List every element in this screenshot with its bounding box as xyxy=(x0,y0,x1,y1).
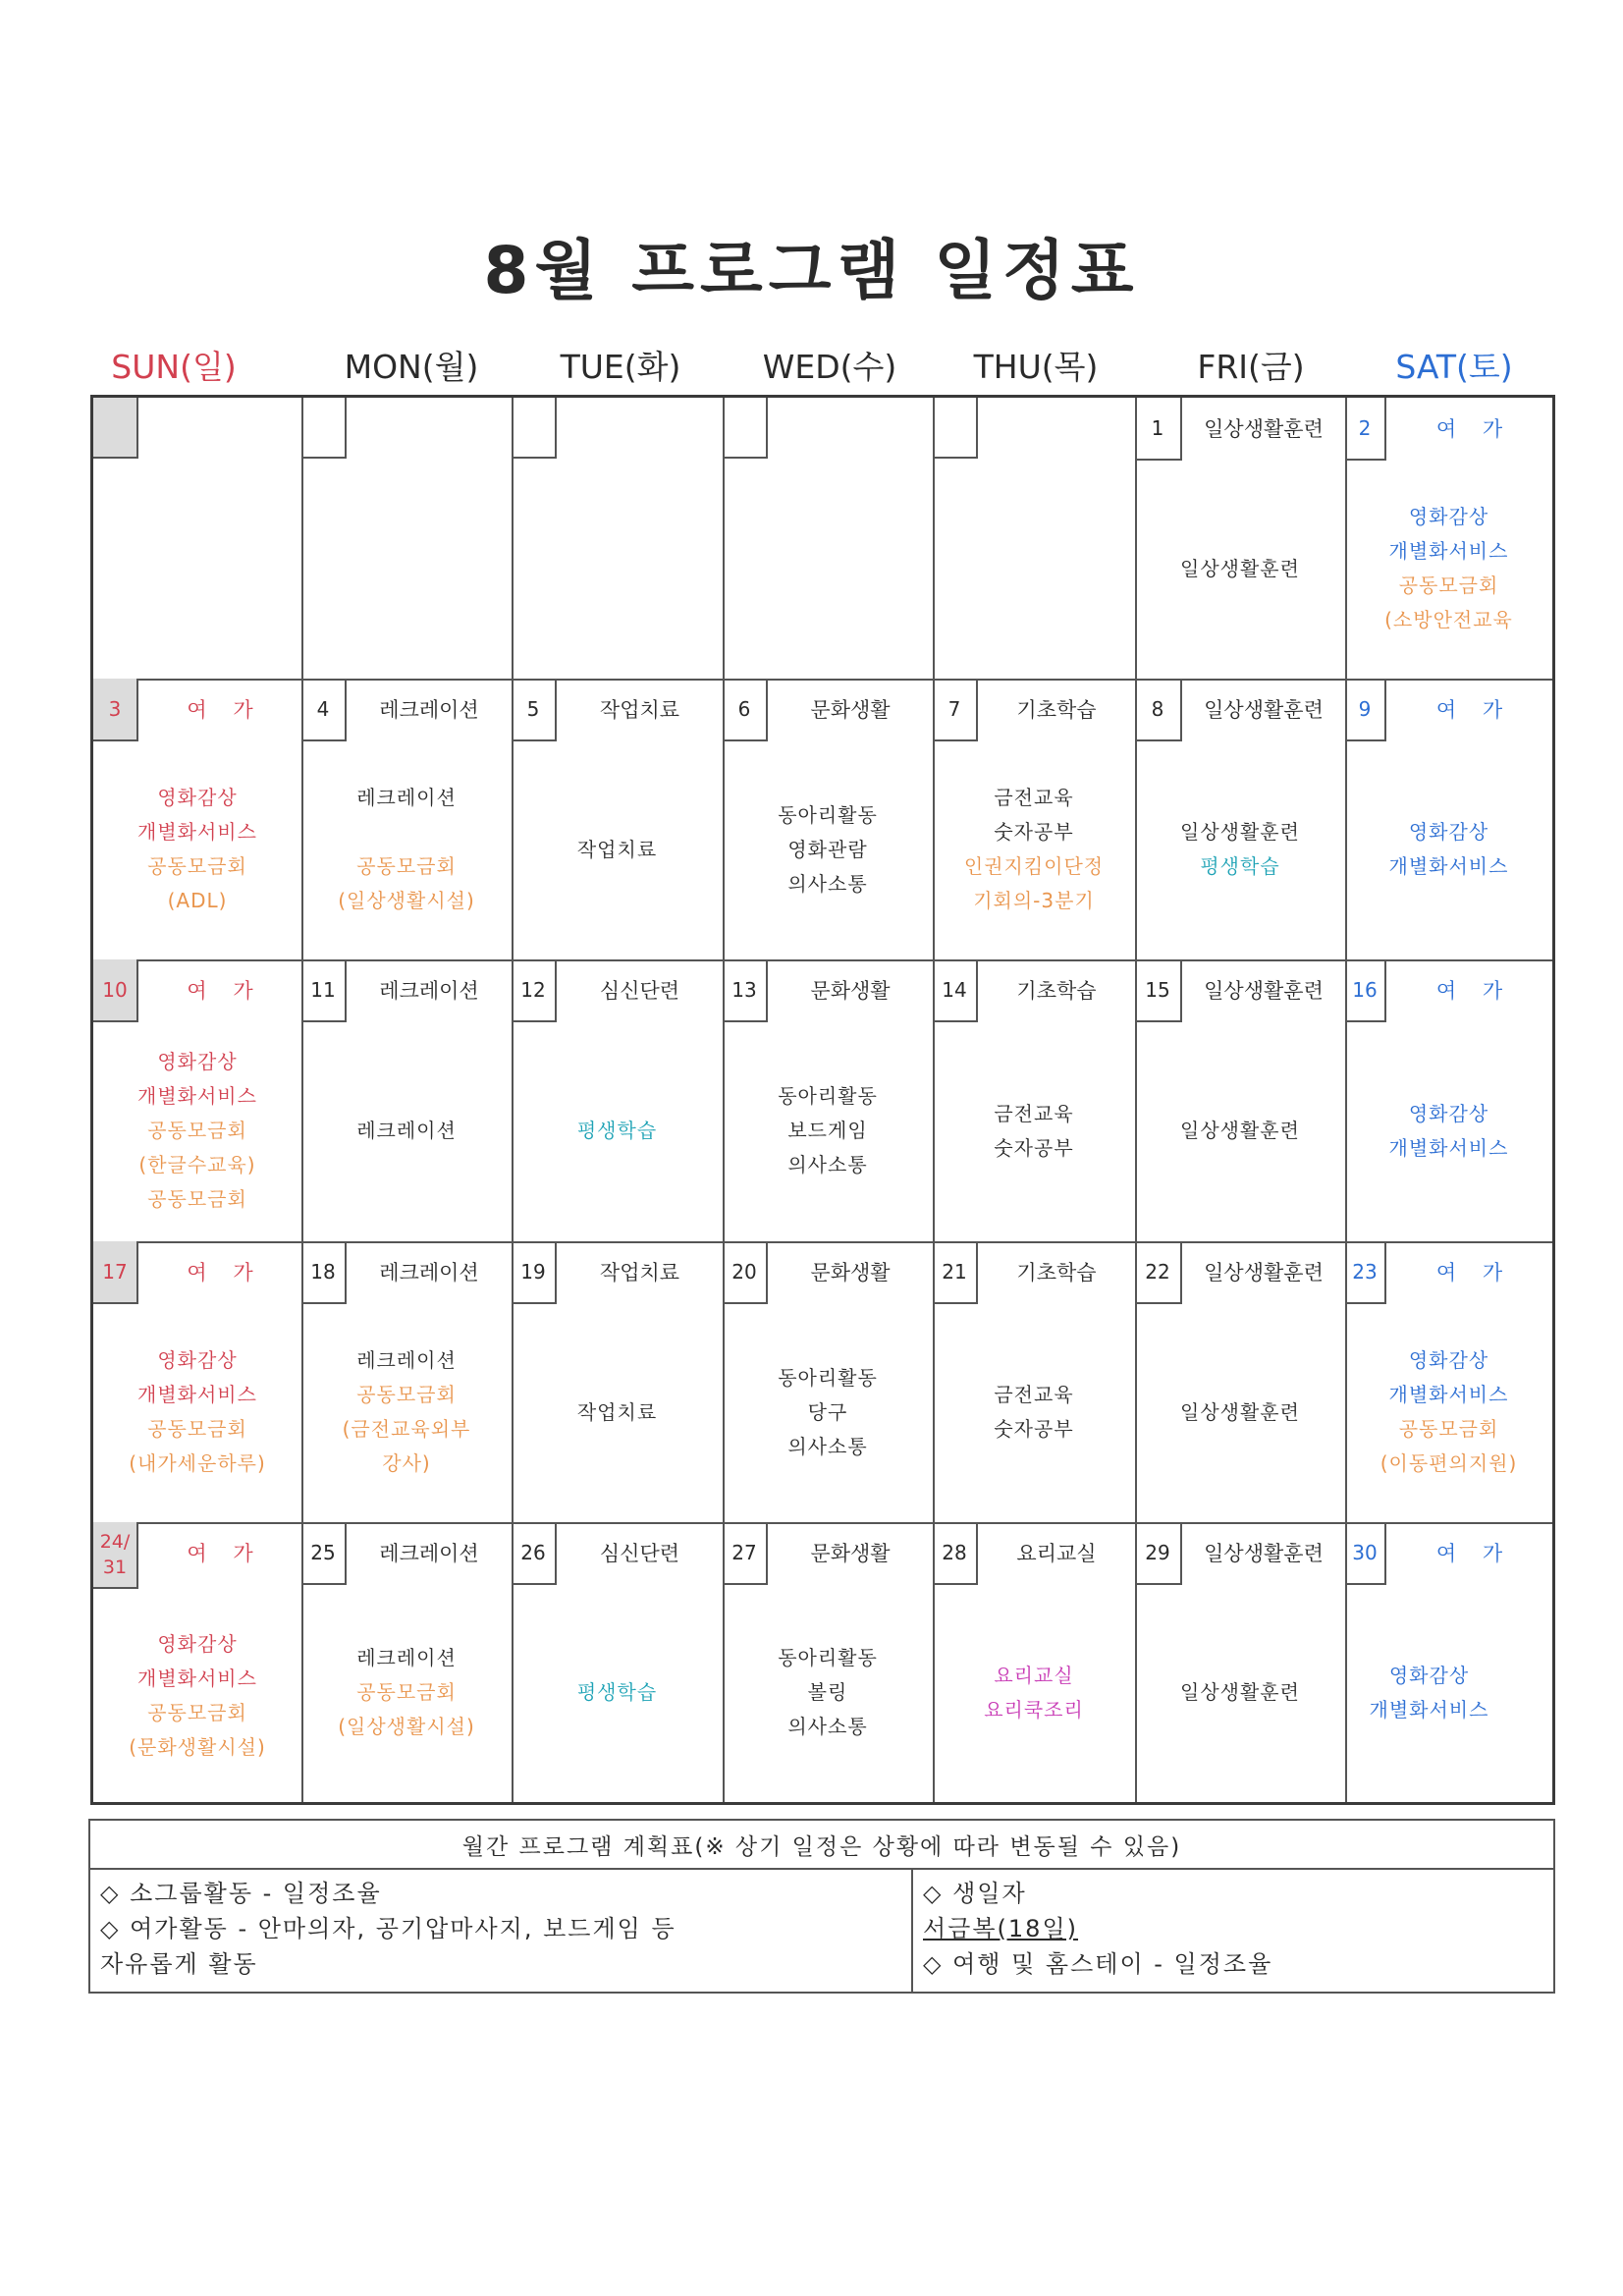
program-line: 영화감상 xyxy=(157,1348,238,1372)
day-number: 4 xyxy=(301,679,347,741)
day-number: 6 xyxy=(723,679,768,741)
day-program-title: 여 가 xyxy=(1435,417,1503,441)
program-line: 개별화서비스 xyxy=(1388,1383,1509,1406)
page-title: 8월 프로그램 일정표 xyxy=(483,233,1140,308)
day-cell-16 xyxy=(1345,959,1552,1241)
day-header-wed: WED(수) xyxy=(762,348,897,386)
day-number: 28 xyxy=(933,1522,978,1585)
day-program-title: 심신단련 xyxy=(599,1542,680,1565)
small-group-note: ◇ 소그룹활동 - 일정조율 xyxy=(100,1880,382,1907)
program-line: 공동모금회 xyxy=(147,1417,247,1441)
day-number: 23 xyxy=(1345,1241,1386,1304)
leisure-note-cont: 자유롭게 활동 xyxy=(100,1950,258,1978)
day-number: 30 xyxy=(1345,1522,1386,1585)
program-line: 금전교육 xyxy=(994,1101,1074,1125)
birthday-person: 서금복(18일) xyxy=(923,1915,1079,1942)
program-line: 레크레이션 xyxy=(356,786,457,809)
program-line: 레크레이션 xyxy=(356,1348,457,1372)
day-number: 29 xyxy=(1135,1522,1182,1585)
day-program-title: 문화생활 xyxy=(810,1542,891,1565)
day-program-title: 여 가 xyxy=(1435,698,1503,722)
monthly-plan-box xyxy=(88,1819,1555,1994)
day-program-title: 기초학습 xyxy=(1016,698,1097,722)
day-header-fri: FRI(금) xyxy=(1197,348,1305,386)
day-program-title: 요리교실 xyxy=(1016,1542,1097,1565)
day-cell-20 xyxy=(723,1241,933,1522)
day-cell-empty xyxy=(723,398,933,679)
day-number: 2 xyxy=(1345,398,1386,461)
program-line: 평생학습 xyxy=(576,1119,658,1142)
day-cell-5 xyxy=(512,679,723,959)
day-program-title: 문화생활 xyxy=(810,979,891,1003)
program-line: 보드게임 xyxy=(787,1119,868,1142)
day-number-box xyxy=(723,398,768,459)
day-cell-14 xyxy=(933,959,1135,1241)
program-line: (일상생활시설) xyxy=(338,889,475,912)
day-number: 13 xyxy=(723,959,768,1022)
program-line: 공동모금회 xyxy=(147,1187,247,1211)
program-line: 동아리활동 xyxy=(778,1084,878,1108)
day-number-box xyxy=(301,398,347,459)
day-program-title: 문화생활 xyxy=(810,698,891,722)
day-cell-17 xyxy=(93,1241,301,1522)
program-line: 볼링 xyxy=(807,1680,848,1704)
day-cell-24-31 xyxy=(93,1522,301,1802)
day-cell-10 xyxy=(93,959,301,1241)
day-cell-3 xyxy=(93,679,301,959)
program-line: 숫자공부 xyxy=(994,820,1074,844)
program-line: 일상생활훈련 xyxy=(1180,556,1300,580)
day-cell-12 xyxy=(512,959,723,1241)
program-line: (금전교육외부 xyxy=(342,1417,471,1441)
program-line: 의사소통 xyxy=(787,1434,868,1458)
day-cell-empty xyxy=(301,398,512,679)
program-line: (일상생활시설) xyxy=(338,1715,475,1738)
travel-note: ◇ 여행 및 홈스테이 - 일정조율 xyxy=(923,1950,1273,1978)
program-line: 평생학습 xyxy=(1200,854,1280,878)
program-line: 숫자공부 xyxy=(994,1417,1074,1441)
program-line: 개별화서비스 xyxy=(1388,854,1509,878)
leisure-note: ◇ 여가활동 - 안마의자, 공기압마사지, 보드게임 등 xyxy=(100,1915,676,1942)
day-cell-1 xyxy=(1135,398,1345,679)
day-program-title: 일상생활훈련 xyxy=(1204,417,1324,441)
day-number: 3 xyxy=(93,679,138,741)
program-line: 평생학습 xyxy=(576,1680,658,1704)
day-number-box xyxy=(512,398,557,459)
day-number: 14 xyxy=(933,959,978,1022)
program-line: 작업치료 xyxy=(576,837,658,861)
day-cell-13 xyxy=(723,959,933,1241)
day-program-title: 문화생활 xyxy=(810,1261,891,1285)
program-line: 영화감상 xyxy=(1408,1101,1489,1125)
day-program-title: 일상생활훈련 xyxy=(1204,1542,1324,1565)
day-cell-empty xyxy=(93,398,301,679)
program-line: (문화생활시설) xyxy=(129,1734,266,1759)
day-number-box xyxy=(933,398,978,459)
day-number: 7 xyxy=(933,679,978,741)
day-number: 16 xyxy=(1345,959,1386,1022)
program-line: 개별화서비스 xyxy=(1369,1697,1489,1722)
day-program-title: 기초학습 xyxy=(1016,979,1097,1003)
program-line: 숫자공부 xyxy=(994,1135,1074,1160)
program-line: 일상생활훈련 xyxy=(1180,1119,1300,1142)
program-line: 영화감상 xyxy=(157,786,238,809)
day-program-title: 레크레이션 xyxy=(379,979,479,1003)
day-number: 12 xyxy=(512,959,557,1022)
day-number: 9 xyxy=(1345,679,1386,741)
program-line: (한글수교육) xyxy=(138,1153,256,1176)
day-cell-21 xyxy=(933,1241,1135,1522)
day-program-title: 일상생활훈련 xyxy=(1204,1261,1324,1285)
day-number: 21 xyxy=(933,1241,978,1304)
day-cell-22 xyxy=(1135,1241,1345,1522)
program-line: 강사) xyxy=(382,1451,431,1475)
program-line: 영화관람 xyxy=(787,837,868,861)
day-cell-4 xyxy=(301,679,512,959)
day-cell-28 xyxy=(933,1522,1135,1802)
day-cell-empty xyxy=(933,398,1135,679)
day-program-title: 여 가 xyxy=(187,1261,253,1285)
day-cell-30 xyxy=(1345,1522,1552,1802)
day-cell-29 xyxy=(1135,1522,1345,1802)
day-cell-25 xyxy=(301,1522,512,1802)
program-line: 레크레이션 xyxy=(356,1119,457,1142)
day-number: 8 xyxy=(1135,679,1182,741)
day-program-title: 레크레이션 xyxy=(379,698,479,722)
day-program-title: 일상생활훈련 xyxy=(1204,698,1324,722)
program-line: 금전교육 xyxy=(994,1383,1074,1406)
program-line: 영화감상 xyxy=(1408,505,1489,528)
program-line: 의사소통 xyxy=(787,1715,868,1738)
day-number: 1 xyxy=(1135,398,1182,461)
program-line: 의사소통 xyxy=(787,871,868,896)
program-line: 개별화서비스 xyxy=(137,1666,257,1690)
monthly-plan-title: 월간 프로그램 계획표(※ 상기 일정은 상황에 따라 변동될 수 있음) xyxy=(90,1821,1553,1870)
day-program-title: 심신단련 xyxy=(599,979,680,1003)
program-line: 기회의-3분기 xyxy=(973,889,1095,912)
program-line: 동아리활동 xyxy=(778,802,878,827)
program-line: 일상생활훈련 xyxy=(1180,820,1300,844)
program-line: 영화감상 xyxy=(157,1050,238,1073)
day-program-title: 여 가 xyxy=(1435,1261,1503,1285)
day-program-title: 여 가 xyxy=(187,698,253,722)
program-line: 개별화서비스 xyxy=(1388,539,1509,563)
program-line: (내가세운하루) xyxy=(129,1451,266,1475)
day-number: 5 xyxy=(512,679,557,741)
program-line: 당구 xyxy=(807,1399,848,1424)
day-cell-27 xyxy=(723,1522,933,1802)
program-line: 공동모금회 xyxy=(147,1119,247,1142)
day-cell-empty xyxy=(512,398,723,679)
day-cell-2 xyxy=(1345,398,1552,679)
program-line: 공동모금회 xyxy=(356,1383,457,1406)
program-line: 일상생활훈련 xyxy=(1180,1399,1300,1424)
day-cell-15 xyxy=(1135,959,1345,1241)
day-program-title: 기초학습 xyxy=(1016,1261,1097,1285)
day-cell-6 xyxy=(723,679,933,959)
program-line: (이동편의지원) xyxy=(1380,1451,1518,1475)
day-program-title: 레크레이션 xyxy=(379,1542,479,1565)
day-program-title: 여 가 xyxy=(1435,979,1503,1003)
day-program-title: 작업치료 xyxy=(599,1261,680,1285)
day-number: 26 xyxy=(512,1522,557,1585)
program-line: 공동모금회 xyxy=(1398,1417,1499,1441)
day-number: 19 xyxy=(512,1241,557,1304)
program-line: 인권지킴이단정 xyxy=(963,854,1105,878)
program-line: 의사소통 xyxy=(787,1153,868,1176)
program-line: (소방안전교육 xyxy=(1384,608,1513,631)
day-number: 27 xyxy=(723,1522,768,1585)
day-number: 17 xyxy=(93,1241,138,1304)
day-header-mon: MON(월) xyxy=(344,348,479,386)
program-line: 공동모금회 xyxy=(147,854,247,878)
day-program-title: 여 가 xyxy=(187,979,253,1003)
day-program-title: 여 가 xyxy=(187,1542,253,1565)
day-program-title: 일상생활훈련 xyxy=(1204,979,1324,1003)
birthday-notes xyxy=(923,1876,1542,1982)
day-number: 11 xyxy=(301,959,347,1022)
program-line: 개별화서비스 xyxy=(1388,1135,1509,1160)
program-line: 레크레이션 xyxy=(356,1646,457,1669)
day-cell-7 xyxy=(933,679,1135,959)
day-number: 20 xyxy=(723,1241,768,1304)
day-header-thu: THU(목) xyxy=(973,348,1099,386)
day-header-sun: SUN(일) xyxy=(111,348,237,386)
program-line: 영화감상 xyxy=(1408,1348,1489,1372)
day-cell-8 xyxy=(1135,679,1345,959)
day-number-box xyxy=(93,398,138,459)
program-line: 동아리활동 xyxy=(778,1646,878,1669)
program-line: 공동모금회 xyxy=(356,1680,457,1704)
program-line: 영화감상 xyxy=(1408,820,1489,844)
program-line: 금전교육 xyxy=(994,786,1074,809)
program-line: 영화감상 xyxy=(157,1631,238,1656)
program-line: 요리쿡조리 xyxy=(984,1697,1084,1722)
day-cell-9 xyxy=(1345,679,1552,959)
program-line: 공동모금회 xyxy=(147,1700,247,1724)
day-number: 15 xyxy=(1135,959,1182,1022)
day-cell-11 xyxy=(301,959,512,1241)
day-cell-19 xyxy=(512,1241,723,1522)
program-line: 공동모금회 xyxy=(1398,574,1499,597)
day-program-title: 레크레이션 xyxy=(379,1261,479,1285)
program-line: 영화감상 xyxy=(1388,1663,1470,1687)
activities-notes xyxy=(100,1876,895,1982)
program-line: 동아리활동 xyxy=(778,1365,878,1390)
program-line: 개별화서비스 xyxy=(137,1383,257,1406)
program-line: 공동모금회 xyxy=(356,854,457,878)
program-line: 일상생활훈련 xyxy=(1180,1680,1300,1704)
day-number: 18 xyxy=(301,1241,347,1304)
program-line: (ADL) xyxy=(167,889,228,912)
day-cell-26 xyxy=(512,1522,723,1802)
program-line: 작업치료 xyxy=(576,1399,658,1424)
day-program-title: 작업치료 xyxy=(599,698,680,722)
day-cell-23 xyxy=(1345,1241,1552,1522)
program-line: 개별화서비스 xyxy=(137,820,257,844)
day-number: 10 xyxy=(93,959,138,1022)
day-number: 24/ 31 xyxy=(93,1522,138,1589)
birthday-label: ◇ 생일자 xyxy=(923,1880,1027,1907)
program-line: 요리교실 xyxy=(994,1663,1074,1687)
day-number: 22 xyxy=(1135,1241,1182,1304)
day-cell-18 xyxy=(301,1241,512,1522)
day-header-tue: TUE(화) xyxy=(560,348,681,386)
calendar-grid xyxy=(90,395,1555,1805)
program-line: 개별화서비스 xyxy=(137,1084,257,1108)
day-program-title: 여 가 xyxy=(1435,1542,1503,1565)
day-number: 25 xyxy=(301,1522,347,1585)
day-header-sat: SAT(토) xyxy=(1395,348,1513,386)
